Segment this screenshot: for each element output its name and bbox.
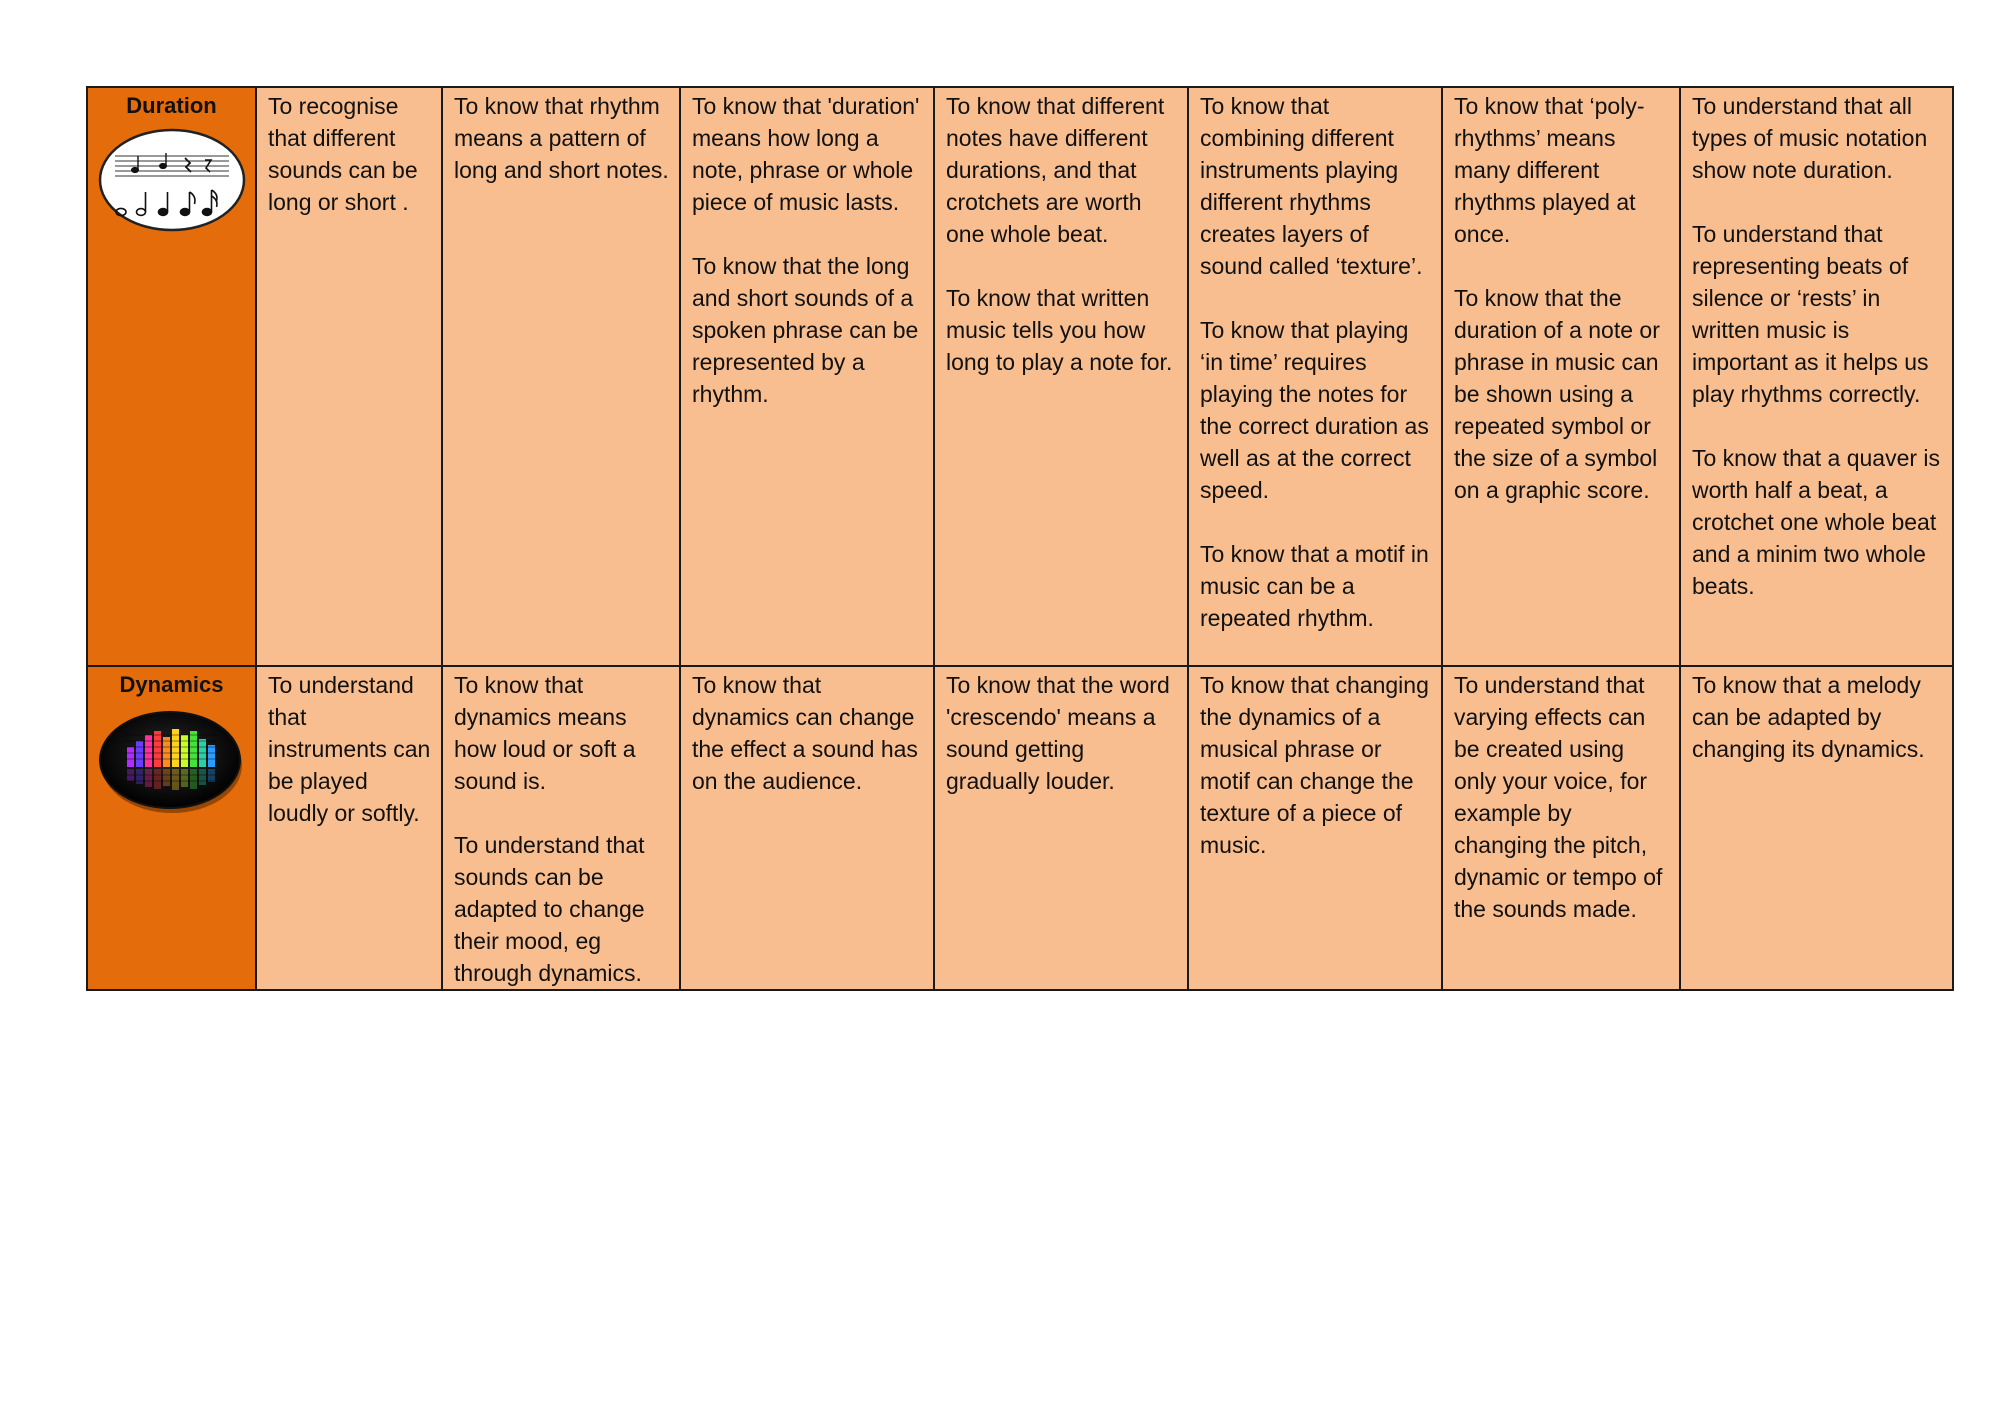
dynamics-cell-1 (256, 666, 442, 990)
strand-title: Dynamics (119, 672, 224, 697)
cell-text: To understand that varying effects can be created using only your voice, for example by changing the pitch, dynamic or tempo of the sounds made. (1454, 672, 1663, 922)
duration-cell-5 (1188, 87, 1442, 666)
cell-text: To understand that sounds can be adapted to change their mood, eg through dynamics. (454, 832, 645, 986)
dynamics-cell-5 (1188, 666, 1442, 990)
cell-text: To know that changing the dynamics of a musical phrase or motif can change the texture of a piece of music. (1200, 672, 1429, 858)
table-row-duration (87, 87, 1953, 666)
cell-text: To understand that instruments can be played loudly or softly. (268, 672, 431, 826)
cell-text: To know that a quaver is worth half a beat, a crotchet one whole beat and a minim two whole beats. (1692, 445, 1941, 599)
music-curriculum-table (86, 86, 1954, 991)
cell-text: To know that the word 'crescendo' means a sound getting gradually louder. (946, 672, 1170, 794)
duration-cell-6 (1442, 87, 1680, 666)
dynamics-cell-6 (1442, 666, 1680, 990)
curriculum-page (86, 86, 1952, 991)
dynamics-cell-3 (680, 666, 934, 990)
music-notes-icon (97, 126, 247, 234)
strand-label-cell (87, 666, 256, 990)
duration-cell-2 (442, 87, 680, 666)
cell-text: To know that dynamics can change the effect a sound has on the audience. (692, 672, 918, 794)
duration-cell-3 (680, 87, 934, 666)
dynamics-cell-4 (934, 666, 1188, 990)
cell-text: To know that the duration of a note or phrase in music can be shown using a repeated symbol or the size of a symbol on a graphic score. (1454, 285, 1660, 503)
cell-text: To know that 'duration' means how long a note, phrase or whole piece of music lasts. (692, 93, 920, 215)
cell-text: To know that the long and short sounds of a spoken phrase can be represented by a rhythm. (692, 253, 919, 407)
strand-label-cell (87, 87, 256, 666)
dynamics-cell-7 (1680, 666, 1953, 990)
dynamics-cell-2 (442, 666, 680, 990)
equalizer-bars-icon (97, 705, 247, 817)
cell-text: To understand that all types of music notation show note duration. (1692, 93, 1928, 183)
duration-cell-4 (934, 87, 1188, 666)
table-row-dynamics (87, 666, 1953, 990)
strand-title: Duration (126, 93, 217, 118)
cell-text: To know that written music tells you how long to play a note for. (946, 285, 1173, 375)
cell-text: To know that a motif in music can be a repeated rhythm. (1200, 541, 1429, 631)
duration-cell-7 (1680, 87, 1953, 666)
cell-text: To know that dynamics means how loud or soft a sound is. (454, 672, 636, 794)
cell-text: To know that playing ‘in time’ requires playing the notes for the correct duration as well as at the correct speed. (1200, 317, 1429, 503)
cell-text: To recognise that different sounds can be long or short . (268, 93, 418, 215)
cell-text: To know that different notes have different durations, and that crotchets are worth one whole beat. (946, 93, 1165, 247)
cell-text: To know that a melody can be adapted by changing its dynamics. (1692, 672, 1925, 762)
cell-text: To understand that representing beats of silence or ‘rests’ in written music is important as it helps us play rhythms correctly. (1692, 221, 1929, 407)
cell-text: To know that rhythm means a pattern of long and short notes. (454, 93, 669, 183)
duration-cell-1 (256, 87, 442, 666)
cell-text: To know that ‘poly-rhythms’ means many different rhythms played at once. (1454, 93, 1645, 247)
cell-text: To know that combining different instruments playing different rhythms creates layers of sound called ‘texture’. (1200, 93, 1423, 279)
